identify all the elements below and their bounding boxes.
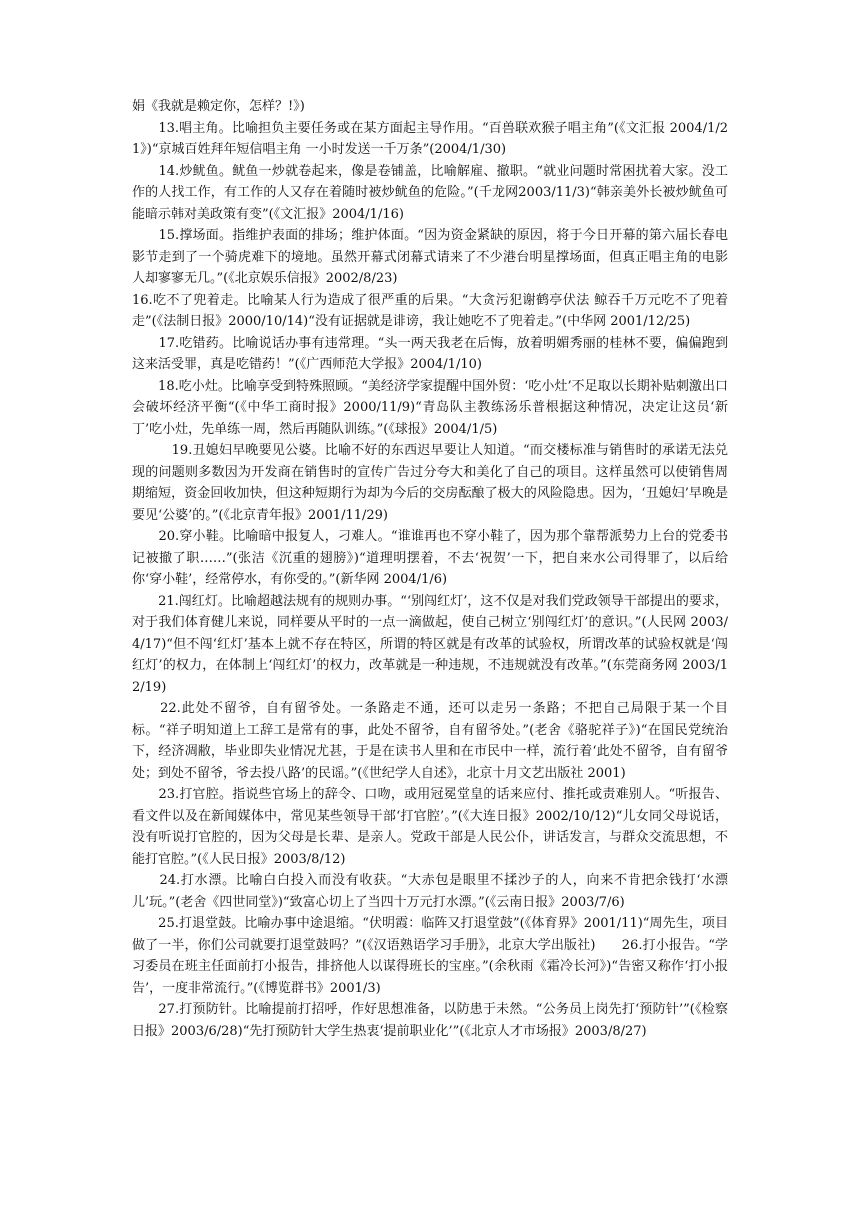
paragraph-21: 21.闯红灯。比喻超越法规有的规则办事。“‘别闯红灯’，这不仅是对我们党政领导干部提出的要求，对于我们体育健儿来说，同样要从平时的一点一滴做起，使自己树立‘别闯红灯’的意识。”(人民网 2003/4/17)“但不闯‘红灯’基本上就不存在特区，所谓的特区就是有改革的试验权，所谓改革的试验权就是‘闯红灯’的权力，在体制上‘闯红灯’的权力，改革就是一种违规，不违规就没有改革。”(东莞商务网 2003/12/19) [132,593,728,695]
paragraph-25-26: 25.打退堂鼓。比喻办事中途退缩。“伏明霞：临阵又打退堂鼓”(《体育界》2001/11)“周先生，项目做了一半，你们公司就要打退堂鼓吗？”(《汉语熟语学习手册》，北京大学出版社) 26.打小报告。“学习委员在班主任面前打小报告，排挤他人以谋得班长的宝座。”(余秋雨《霜冷长河》)“告密又称作‘打小报告’，一度非常流行。”(《博览群书》2001/3) [132,916,728,996]
paragraph-17: 17.吃错药。比喻说话办事有违常理。“头一两天我老在后悔，放着明媚秀丽的桂林不要，偏偏跑到这来活受罪，真是吃错药！”(《广西师范大学报》2004/1/10) [132,335,728,372]
paragraph-13: 13.唱主角。比喻担负主要任务或在某方面起主导作用。“百兽联欢猴子唱主角”(《文汇报 2004/1/21》)“京城百姓拜年短信唱主角 一小时发送一千万条”(2004/1/30) [132,120,728,157]
paragraph-22: 22.此处不留爷，自有留爷处。一条路走不通，还可以走另一条路；不把自己局限于某一个目标。“祥子明知道上工辞工是常有的事，此处不留爷，自有留爷处。”(老舍《骆驼祥子》)“在国民党统治下，经济凋敝，毕业即失业情况尤甚，于是在读书人里和在市民中一样，流行着‘此处不留爷，自有留爷处；到处不留爷，爷去投八路’的民谣。”(《世纪学人自述》，北京十月文艺出版社 2001) [132,701,728,781]
paragraph-23: 23.打官腔。指说些官场上的辞令、口吻，或用冠冕堂皇的话来应付、推托或责难别人。“听报告、看文件以及在新闻媒体中，常见某些领导干部‘打官腔’。”(《大连日报》2002/10/12)“儿女同父母说话，没有听说打官腔的，因为父母是长辈、是亲人。党政干部是人民公仆，讲话发言，与群众交流思想，不能打官腔。”(《人民日报》2003/8/12) [132,787,728,867]
paragraph-14: 14.炒鱿鱼。鱿鱼一炒就卷起来，像是卷铺盖，比喻解雇、撤职。“就业问题时常困扰着大家。没工作的人找工作，有工作的人又存在着随时被炒鱿鱼的危险。”(千龙网2003/11/3)“韩亲美外长被炒鱿鱼可能暗示韩对美政策有变”(《文汇报》2004/1/16) [132,163,728,222]
paragraph-20: 20.穿小鞋。比喻暗中报复人，刁难人。“谁谁再也不穿小鞋了，因为那个靠帮派势力上台的党委书记被撤了职……”(张洁《沉重的翅膀》)“道理明摆着，不去‘祝贺’一下，把自来水公司得罪了，以后给你‘穿小鞋’，经常停水，有你受的。”(新华网 2004/1/6) [132,529,728,587]
paragraph-24: 24.打水漂。比喻白白投入而没有收获。“大赤包是眼里不揉沙子的人，向来不肯把余钱打‘水漂儿’玩。”(老舍《四世同堂》)“致富心切上了当四十万元打水漂。”(《云南日报》2003/7/6) [132,873,728,910]
document-page [132,96,728,1042]
paragraph-16: 16.吃不了兜着走。比喻某人行为造成了很严重的后果。“大贪污犯谢鹤亭伏法 鲸吞千万元吃不了兜着走”(《法制日报》2000/10/14)“没有证据就是诽谤，我让她吃不了兜着走。”(中华网 2001/12/25) [132,292,728,329]
paragraph-18: 18.吃小灶。比喻享受到特殊照顾。“美经济学家提醒中国外贸：‘吃小灶’不足取以长期补贴刺激出口会破坏经济平衡“(《中华工商时报》2000/11/9)“青岛队主教练汤乐普根据这种情况，决定让这员‘新丁’吃小灶，先单练一周，然后再随队训练。”(《球报》2004/1/5) [132,378,728,437]
paragraph-15: 15.撑场面。指维护表面的排场；维护体面。“因为资金紧缺的原因，将于今日开幕的第六届长春电影节走到了一个骑虎难下的境地。虽然开幕式闭幕式请来了不少港台明星撑场面，但真正唱主角的电影人却寥寥无几。”(《北京娱乐信报》2002/8/23) [132,228,728,286]
paragraph-12-tail: 娟《我就是赖定你，怎样？!》) [132,99,305,114]
paragraph-27: 27.打预防针。比喻提前打招呼，作好思想准备，以防患于未然。“公务员上岗先打‘预防针’”(《检察日报》2003/6/28)“先打预防针大学生热衷‘提前职业化’”(《北京人才市场报》2003/8/27) [132,1002,728,1039]
paragraph-19: 19.丑媳妇早晚要见公婆。比喻不好的东西迟早要让人知道。“而交楼标准与销售时的承诺无法兑现的问题则多数因为开发商在销售时的宣传广告过分夸大和美化了自己的项目。这样虽然可以使销售周期缩短，资金回收加快，但这种短期行为却为今后的交房酝酿了极大的风险隐患。因为，‘丑媳妇’早晚是要见‘公婆’的。”(《北京青年报》2001/11/29) [132,443,728,523]
